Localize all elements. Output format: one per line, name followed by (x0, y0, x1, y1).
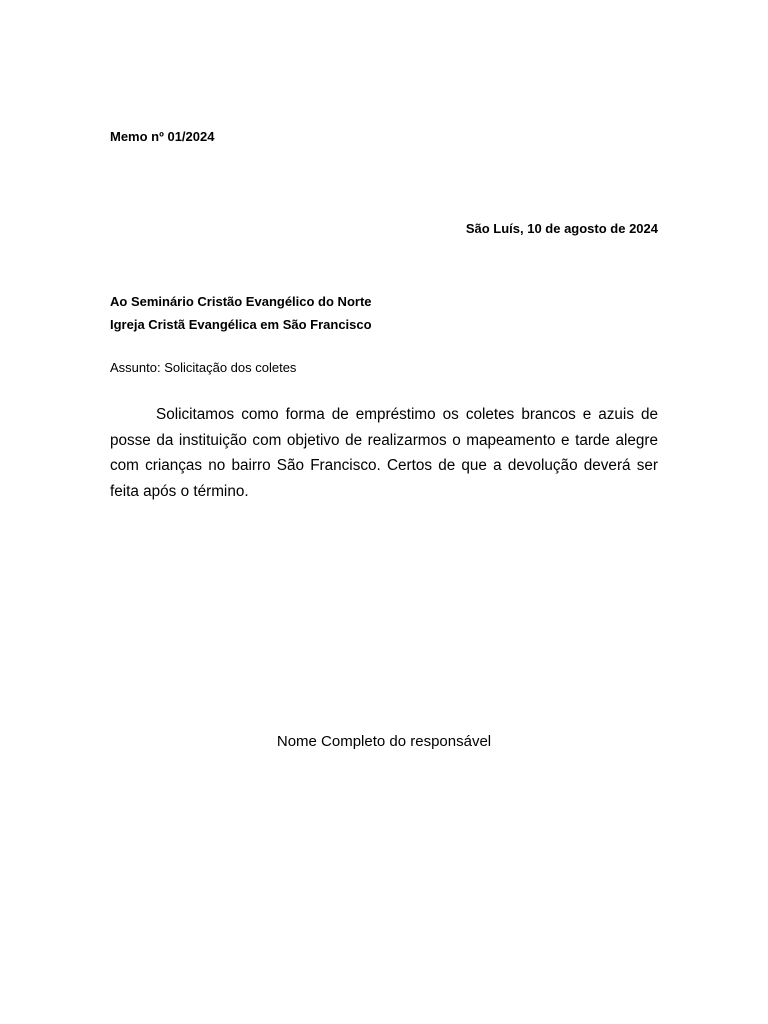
body-paragraph: Solicitamos como forma de empréstimo os coletes brancos e azuis de posse da instituição com objetivo de realizarmos o mapeamento e tarde alegre com crianças no bairro São Francisco. Certos de que a devolução deverá ser feita após o término. (110, 406, 658, 500)
subject-line: Assunto: Solicitação dos coletes (110, 360, 297, 375)
recipient-line-2: Igreja Cristã Evangélica em São Francisco (110, 317, 372, 332)
recipient-block (110, 290, 372, 336)
date-line: São Luís, 10 de agosto de 2024 (465, 221, 658, 236)
recipient-line-1: Ao Seminário Cristão Evangélico do Norte (110, 294, 372, 309)
memo-number: Memo nº 01/2024 (110, 129, 215, 144)
signature-name: Nome Completo do responsável (276, 733, 492, 750)
